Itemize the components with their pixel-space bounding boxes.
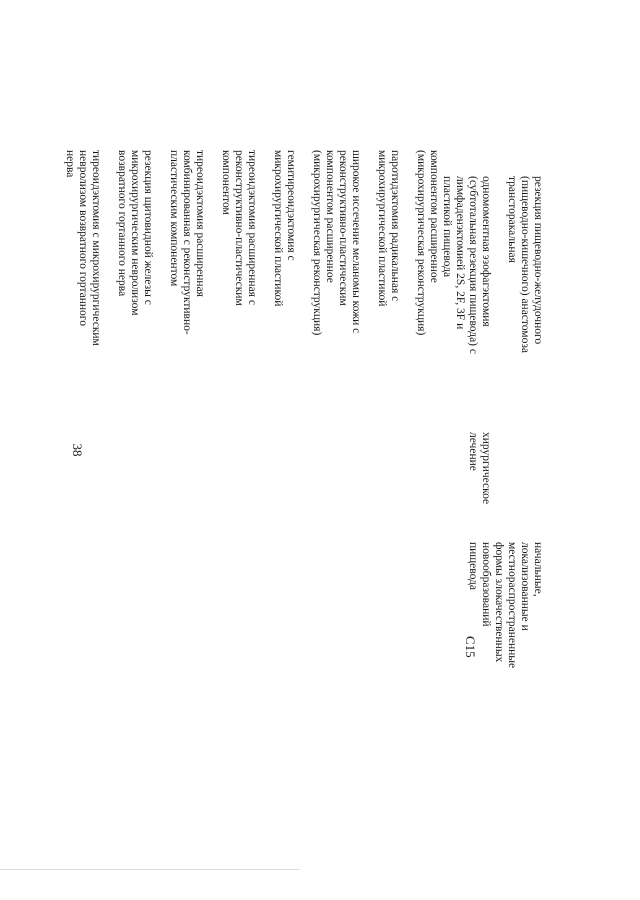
procedure-item: тиреоидэктомия расширенная комбинированная с реконструктивно- пластическим компонентом bbox=[168, 150, 206, 335]
procedure-item: компонентом расширенное (микрохирургическая реконструкция) bbox=[415, 150, 440, 336]
procedure-item: резекция щитовидной железы с микрохирургическим невролизом возвратного гортанного нерва bbox=[116, 150, 154, 316]
procedures-list-c15 bbox=[427, 176, 544, 456]
diagnosis-code: C15 bbox=[463, 636, 478, 658]
procedures-list-previous bbox=[50, 150, 440, 470]
procedure-item: резекция пищеводно-желудочного (пищеводно-кишечного) анастомоза трансторакальная bbox=[506, 176, 544, 353]
procedure-item: широкое иссечение меланомы кожи с реконструктивно-пластическим компонентом расширенное (микрохирургическая реконструкция) bbox=[311, 150, 362, 336]
procedure-item: одномоментная эзофагэктомия (субтотальная резекция пищевода) с лимфаденэктомией 2S, 2F, 3F и пластикой пищевода bbox=[441, 176, 492, 354]
procedure-item: тиреоидэктомия расширенная с реконструктивно-пластическим компонентом bbox=[220, 150, 258, 306]
page-number: 38 bbox=[70, 443, 85, 457]
scan-artifact-line bbox=[0, 869, 300, 870]
procedure-item: тиреоидэктомия с микрохирургическим невролизом возвратного гортанного нерва bbox=[64, 150, 102, 346]
procedure-item: паротидэктомия радикальная с микрохирургической пластикой bbox=[376, 150, 401, 307]
diagnosis-description: начальные, локализованные и местнораспространенные формы злокачественных новообразований пищевода bbox=[467, 542, 544, 669]
treatment-type: хирургическое лечение bbox=[467, 432, 492, 505]
procedure-item: гемитиреоидэктомия с микрохирургической пластикой bbox=[272, 150, 297, 307]
